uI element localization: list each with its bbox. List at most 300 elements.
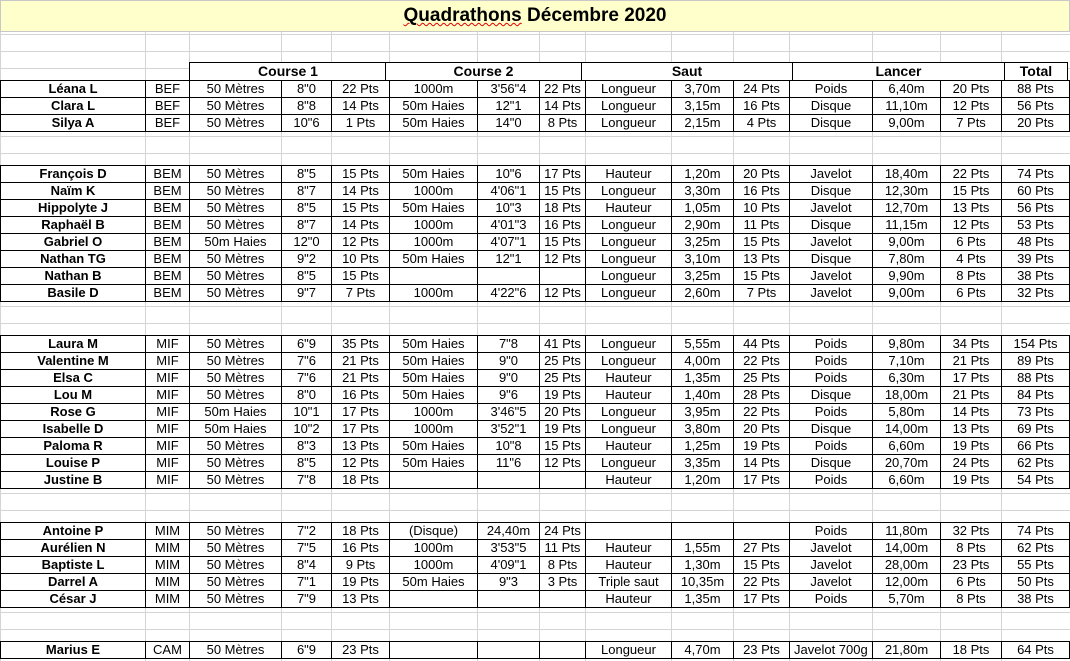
perf-2-cell[interactable]: 12"1 [478,251,540,268]
event-2-cell[interactable]: 50m Haies [390,387,478,404]
category-cell[interactable]: MIM [146,557,190,574]
event-1-cell[interactable]: 50 Mètres [190,285,282,302]
pts-2-cell[interactable]: 19 Pts [540,421,586,438]
throw-pts-cell[interactable]: 8 Pts [941,540,1002,557]
throw-event-cell[interactable]: Poids [790,336,873,353]
throw-pts-cell[interactable]: 13 Pts [941,421,1002,438]
event-2-cell[interactable]: 1000m [390,81,478,98]
jump-event-cell[interactable]: Hauteur [586,370,672,387]
event-1-cell[interactable]: 50 Mètres [190,217,282,234]
jump-event-cell[interactable]: Hauteur [586,200,672,217]
event-1-cell[interactable]: 50 Mètres [190,438,282,455]
throw-event-cell[interactable]: Javelot [790,285,873,302]
event-2-cell[interactable]: 1000m [390,540,478,557]
perf-2-cell[interactable] [478,642,540,659]
throw-perf-cell[interactable]: 18,00m [873,387,941,404]
pts-1-cell[interactable]: 21 Pts [332,353,390,370]
pts-1-cell[interactable]: 15 Pts [332,200,390,217]
athlete-name-cell[interactable]: Darrel A [1,574,146,591]
jump-pts-cell[interactable]: 28 Pts [734,387,790,404]
throw-perf-cell[interactable]: 11,80m [873,523,941,540]
throw-pts-cell[interactable]: 14 Pts [941,404,1002,421]
throw-perf-cell[interactable]: 28,00m [873,557,941,574]
jump-pts-cell[interactable]: 23 Pts [734,642,790,659]
pts-2-cell[interactable]: 25 Pts [540,370,586,387]
throw-pts-cell[interactable]: 23 Pts [941,557,1002,574]
perf-2-cell[interactable]: 10"6 [478,166,540,183]
throw-perf-cell[interactable]: 5,70m [873,591,941,608]
event-1-cell[interactable]: 50 Mètres [190,81,282,98]
category-cell[interactable]: MIM [146,591,190,608]
jump-perf-cell[interactable]: 1,40m [672,387,734,404]
throw-perf-cell[interactable]: 11,15m [873,217,941,234]
athlete-name-cell[interactable]: Hippolyte J [1,200,146,217]
throw-event-cell[interactable]: Poids [790,472,873,489]
pts-2-cell[interactable]: 25 Pts [540,353,586,370]
jump-event-cell[interactable]: Longueur [586,421,672,438]
throw-perf-cell[interactable]: 20,70m [873,455,941,472]
throw-pts-cell[interactable]: 24 Pts [941,455,1002,472]
pts-2-cell[interactable]: 12 Pts [540,455,586,472]
athlete-name-cell[interactable]: Elsa C [1,370,146,387]
jump-perf-cell[interactable]: 1,20m [672,166,734,183]
jump-perf-cell[interactable]: 3,70m [672,81,734,98]
event-2-cell[interactable]: 1000m [390,404,478,421]
event-2-cell[interactable]: 1000m [390,285,478,302]
jump-pts-cell[interactable]: 22 Pts [734,574,790,591]
throw-pts-cell[interactable]: 12 Pts [941,217,1002,234]
throw-perf-cell[interactable]: 9,00m [873,115,941,132]
perf-1-cell[interactable]: 8"5 [282,268,332,285]
jump-pts-cell[interactable]: 11 Pts [734,217,790,234]
pts-1-cell[interactable]: 15 Pts [332,268,390,285]
header-total[interactable]: Total [1004,62,1068,81]
jump-event-cell[interactable]: Longueur [586,353,672,370]
jump-pts-cell[interactable]: 15 Pts [734,234,790,251]
perf-2-cell[interactable]: 4'01"3 [478,217,540,234]
throw-perf-cell[interactable]: 21,80m [873,642,941,659]
throw-pts-cell[interactable]: 19 Pts [941,438,1002,455]
jump-pts-cell[interactable]: 20 Pts [734,166,790,183]
throw-event-cell[interactable]: Disque [790,455,873,472]
athlete-name-cell[interactable]: Raphaël B [1,217,146,234]
jump-event-cell[interactable]: Longueur [586,217,672,234]
perf-1-cell[interactable]: 8"3 [282,438,332,455]
header-course1[interactable]: Course 1 [189,62,386,81]
pts-1-cell[interactable]: 10 Pts [332,251,390,268]
pts-1-cell[interactable]: 13 Pts [332,591,390,608]
jump-event-cell[interactable]: Longueur [586,268,672,285]
jump-pts-cell[interactable] [734,523,790,540]
athlete-name-cell[interactable]: Justine B [1,472,146,489]
throw-event-cell[interactable]: Disque [790,421,873,438]
perf-2-cell[interactable]: 11"6 [478,455,540,472]
event-2-cell[interactable]: 50m Haies [390,574,478,591]
event-2-cell[interactable] [390,642,478,659]
jump-pts-cell[interactable]: 16 Pts [734,98,790,115]
jump-perf-cell[interactable]: 2,15m [672,115,734,132]
event-1-cell[interactable]: 50 Mètres [190,353,282,370]
jump-event-cell[interactable]: Hauteur [586,166,672,183]
perf-1-cell[interactable]: 8"5 [282,166,332,183]
jump-pts-cell[interactable]: 15 Pts [734,268,790,285]
event-1-cell[interactable]: 50 Mètres [190,455,282,472]
jump-event-cell[interactable]: Longueur [586,404,672,421]
perf-1-cell[interactable]: 8"7 [282,183,332,200]
event-2-cell[interactable]: 1000m [390,217,478,234]
throw-perf-cell[interactable]: 9,80m [873,336,941,353]
perf-1-cell[interactable]: 9"2 [282,251,332,268]
throw-pts-cell[interactable]: 12 Pts [941,98,1002,115]
athlete-name-cell[interactable]: Aurélien N [1,540,146,557]
jump-pts-cell[interactable]: 16 Pts [734,183,790,200]
header-course2[interactable]: Course 2 [385,62,581,81]
category-cell[interactable]: MIF [146,353,190,370]
total-pts-cell[interactable]: 54 Pts [1002,472,1070,489]
jump-perf-cell[interactable]: 3,80m [672,421,734,438]
perf-1-cell[interactable]: 8"0 [282,81,332,98]
pts-1-cell[interactable]: 22 Pts [332,81,390,98]
jump-perf-cell[interactable]: 1,25m [672,438,734,455]
throw-pts-cell[interactable]: 32 Pts [941,523,1002,540]
pts-2-cell[interactable] [540,472,586,489]
throw-perf-cell[interactable]: 5,80m [873,404,941,421]
total-pts-cell[interactable]: 66 Pts [1002,438,1070,455]
category-cell[interactable]: MIM [146,574,190,591]
jump-perf-cell[interactable]: 1,05m [672,200,734,217]
jump-event-cell[interactable]: Longueur [586,81,672,98]
pts-2-cell[interactable]: 15 Pts [540,183,586,200]
pts-1-cell[interactable]: 14 Pts [332,183,390,200]
jump-pts-cell[interactable]: 20 Pts [734,421,790,438]
perf-2-cell[interactable]: 3'56"4 [478,81,540,98]
athlete-name-cell[interactable]: Nathan B [1,268,146,285]
event-2-cell[interactable] [390,591,478,608]
throw-event-cell[interactable]: Javelot [790,574,873,591]
athlete-name-cell[interactable]: Gabriel O [1,234,146,251]
total-pts-cell[interactable]: 53 Pts [1002,217,1070,234]
perf-1-cell[interactable]: 7"9 [282,591,332,608]
perf-1-cell[interactable]: 8"4 [282,557,332,574]
jump-pts-cell[interactable]: 24 Pts [734,81,790,98]
event-2-cell[interactable] [390,268,478,285]
perf-2-cell[interactable]: 14"0 [478,115,540,132]
perf-2-cell[interactable]: 10"3 [478,200,540,217]
event-2-cell[interactable]: 50m Haies [390,115,478,132]
jump-event-cell[interactable]: Longueur [586,115,672,132]
jump-perf-cell[interactable]: 1,55m [672,540,734,557]
category-cell[interactable]: MIF [146,421,190,438]
pts-2-cell[interactable]: 20 Pts [540,404,586,421]
athlete-name-cell[interactable]: Marius E [1,642,146,659]
throw-event-cell[interactable]: Poids [790,404,873,421]
jump-event-cell[interactable]: Hauteur [586,472,672,489]
perf-2-cell[interactable]: 9"3 [478,574,540,591]
jump-pts-cell[interactable]: 14 Pts [734,455,790,472]
jump-perf-cell[interactable]: 3,25m [672,234,734,251]
jump-perf-cell[interactable]: 4,00m [672,353,734,370]
pts-1-cell[interactable]: 18 Pts [332,523,390,540]
category-cell[interactable]: BEM [146,183,190,200]
total-pts-cell[interactable]: 38 Pts [1002,268,1070,285]
throw-event-cell[interactable]: Poids [790,438,873,455]
event-2-cell[interactable]: 50m Haies [390,336,478,353]
perf-1-cell[interactable]: 6"9 [282,336,332,353]
athlete-name-cell[interactable]: Laura M [1,336,146,353]
throw-perf-cell[interactable]: 9,00m [873,285,941,302]
throw-pts-cell[interactable]: 21 Pts [941,353,1002,370]
jump-event-cell[interactable]: Hauteur [586,557,672,574]
throw-event-cell[interactable]: Poids [790,81,873,98]
perf-2-cell[interactable]: 24,40m [478,523,540,540]
jump-pts-cell[interactable]: 17 Pts [734,472,790,489]
athlete-name-cell[interactable]: Naïm K [1,183,146,200]
event-1-cell[interactable]: 50 Mètres [190,166,282,183]
total-pts-cell[interactable]: 74 Pts [1002,523,1070,540]
throw-event-cell[interactable]: Javelot [790,268,873,285]
total-pts-cell[interactable]: 84 Pts [1002,387,1070,404]
pts-1-cell[interactable]: 15 Pts [332,166,390,183]
perf-1-cell[interactable]: 7"6 [282,353,332,370]
jump-event-cell[interactable]: Hauteur [586,540,672,557]
jump-pts-cell[interactable]: 4 Pts [734,115,790,132]
perf-2-cell[interactable]: 4'09"1 [478,557,540,574]
pts-1-cell[interactable]: 12 Pts [332,234,390,251]
throw-pts-cell[interactable]: 22 Pts [941,166,1002,183]
pts-1-cell[interactable]: 14 Pts [332,98,390,115]
throw-event-cell[interactable]: Javelot [790,200,873,217]
event-2-cell[interactable]: 50m Haies [390,353,478,370]
jump-perf-cell[interactable]: 4,70m [672,642,734,659]
pts-2-cell[interactable]: 24 Pts [540,523,586,540]
total-pts-cell[interactable]: 60 Pts [1002,183,1070,200]
pts-2-cell[interactable]: 8 Pts [540,115,586,132]
event-2-cell[interactable] [390,472,478,489]
perf-2-cell[interactable]: 3'52"1 [478,421,540,438]
total-pts-cell[interactable]: 56 Pts [1002,98,1070,115]
pts-2-cell[interactable]: 19 Pts [540,387,586,404]
throw-perf-cell[interactable]: 18,40m [873,166,941,183]
total-pts-cell[interactable]: 62 Pts [1002,540,1070,557]
category-cell[interactable]: BEM [146,285,190,302]
jump-perf-cell[interactable]: 3,15m [672,98,734,115]
event-2-cell[interactable]: (Disque) [390,523,478,540]
jump-event-cell[interactable]: Longueur [586,285,672,302]
category-cell[interactable]: BEM [146,166,190,183]
jump-perf-cell[interactable]: 3,95m [672,404,734,421]
event-1-cell[interactable]: 50 Mètres [190,523,282,540]
throw-perf-cell[interactable]: 9,00m [873,234,941,251]
category-cell[interactable]: BEM [146,200,190,217]
total-pts-cell[interactable]: 39 Pts [1002,251,1070,268]
pts-2-cell[interactable]: 16 Pts [540,217,586,234]
perf-1-cell[interactable]: 7"8 [282,472,332,489]
perf-2-cell[interactable]: 10"8 [478,438,540,455]
perf-2-cell[interactable]: 9"6 [478,387,540,404]
jump-pts-cell[interactable]: 27 Pts [734,540,790,557]
throw-perf-cell[interactable]: 14,00m [873,540,941,557]
jump-perf-cell[interactable]: 1,35m [672,591,734,608]
throw-pts-cell[interactable]: 8 Pts [941,268,1002,285]
throw-event-cell[interactable]: Poids [790,370,873,387]
pts-2-cell[interactable]: 17 Pts [540,166,586,183]
total-pts-cell[interactable]: 154 Pts [1002,336,1070,353]
event-1-cell[interactable]: 50 Mètres [190,387,282,404]
jump-perf-cell[interactable]: 5,55m [672,336,734,353]
throw-perf-cell[interactable]: 11,10m [873,98,941,115]
athlete-name-cell[interactable]: François D [1,166,146,183]
event-1-cell[interactable]: 50 Mètres [190,98,282,115]
category-cell[interactable]: BEM [146,217,190,234]
jump-perf-cell[interactable] [672,523,734,540]
perf-1-cell[interactable]: 12"0 [282,234,332,251]
throw-perf-cell[interactable]: 12,00m [873,574,941,591]
perf-1-cell[interactable]: 7"5 [282,540,332,557]
pts-2-cell[interactable] [540,591,586,608]
header-lancer[interactable]: Lancer [792,62,1004,81]
total-pts-cell[interactable]: 55 Pts [1002,557,1070,574]
jump-pts-cell[interactable]: 10 Pts [734,200,790,217]
total-pts-cell[interactable]: 32 Pts [1002,285,1070,302]
pts-2-cell[interactable]: 15 Pts [540,438,586,455]
perf-2-cell[interactable]: 9"0 [478,370,540,387]
throw-pts-cell[interactable]: 7 Pts [941,115,1002,132]
perf-2-cell[interactable]: 12"1 [478,98,540,115]
category-cell[interactable]: MIF [146,387,190,404]
jump-perf-cell[interactable]: 3,10m [672,251,734,268]
total-pts-cell[interactable]: 20 Pts [1002,115,1070,132]
event-2-cell[interactable]: 50m Haies [390,438,478,455]
perf-1-cell[interactable]: 6"9 [282,642,332,659]
jump-perf-cell[interactable]: 1,30m [672,557,734,574]
event-1-cell[interactable]: 50 Mètres [190,115,282,132]
total-pts-cell[interactable]: 38 Pts [1002,591,1070,608]
jump-event-cell[interactable]: Longueur [586,183,672,200]
jump-perf-cell[interactable]: 1,35m [672,370,734,387]
throw-pts-cell[interactable]: 34 Pts [941,336,1002,353]
event-2-cell[interactable]: 50m Haies [390,370,478,387]
event-2-cell[interactable]: 50m Haies [390,98,478,115]
perf-2-cell[interactable]: 4'22"6 [478,285,540,302]
jump-pts-cell[interactable]: 22 Pts [734,404,790,421]
throw-perf-cell[interactable]: 6,60m [873,438,941,455]
pts-1-cell[interactable]: 9 Pts [332,557,390,574]
athlete-name-cell[interactable]: Valentine M [1,353,146,370]
throw-perf-cell[interactable]: 6,60m [873,472,941,489]
perf-2-cell[interactable] [478,268,540,285]
perf-1-cell[interactable]: 7"6 [282,370,332,387]
perf-2-cell[interactable] [478,591,540,608]
jump-event-cell[interactable]: Longueur [586,642,672,659]
throw-pts-cell[interactable]: 6 Pts [941,234,1002,251]
pts-2-cell[interactable]: 41 Pts [540,336,586,353]
pts-1-cell[interactable]: 1 Pts [332,115,390,132]
throw-perf-cell[interactable]: 6,30m [873,370,941,387]
perf-1-cell[interactable]: 8"7 [282,217,332,234]
event-1-cell[interactable]: 50 Mètres [190,183,282,200]
jump-event-cell[interactable]: Longueur [586,336,672,353]
category-cell[interactable]: BEM [146,234,190,251]
sheet-title[interactable] [0,0,1070,32]
jump-perf-cell[interactable]: 3,30m [672,183,734,200]
throw-pts-cell[interactable]: 13 Pts [941,200,1002,217]
throw-perf-cell[interactable]: 6,40m [873,81,941,98]
throw-event-cell[interactable]: Disque [790,251,873,268]
category-cell[interactable]: CAM [146,642,190,659]
jump-event-cell[interactable]: Triple saut [586,574,672,591]
jump-pts-cell[interactable]: 22 Pts [734,353,790,370]
category-cell[interactable]: BEM [146,268,190,285]
event-2-cell[interactable]: 50m Haies [390,166,478,183]
athlete-name-cell[interactable]: Antoine P [1,523,146,540]
throw-event-cell[interactable]: Disque [790,217,873,234]
total-pts-cell[interactable]: 73 Pts [1002,404,1070,421]
event-1-cell[interactable]: 50 Mètres [190,268,282,285]
total-pts-cell[interactable]: 64 Pts [1002,642,1070,659]
throw-perf-cell[interactable]: 9,90m [873,268,941,285]
throw-pts-cell[interactable]: 4 Pts [941,251,1002,268]
jump-pts-cell[interactable]: 15 Pts [734,557,790,574]
jump-event-cell[interactable]: Longueur [586,251,672,268]
jump-pts-cell[interactable]: 44 Pts [734,336,790,353]
throw-perf-cell[interactable]: 7,80m [873,251,941,268]
event-2-cell[interactable]: 50m Haies [390,455,478,472]
jump-perf-cell[interactable]: 2,90m [672,217,734,234]
jump-event-cell[interactable]: Hauteur [586,387,672,404]
total-pts-cell[interactable]: 48 Pts [1002,234,1070,251]
pts-1-cell[interactable]: 21 Pts [332,370,390,387]
jump-event-cell[interactable]: Longueur [586,234,672,251]
event-2-cell[interactable]: 1000m [390,234,478,251]
pts-2-cell[interactable]: 11 Pts [540,540,586,557]
jump-event-cell[interactable]: Hauteur [586,438,672,455]
throw-event-cell[interactable]: Poids [790,523,873,540]
event-2-cell[interactable]: 50m Haies [390,200,478,217]
perf-2-cell[interactable] [478,472,540,489]
pts-1-cell[interactable]: 16 Pts [332,540,390,557]
jump-pts-cell[interactable]: 19 Pts [734,438,790,455]
total-pts-cell[interactable]: 62 Pts [1002,455,1070,472]
throw-perf-cell[interactable]: 14,00m [873,421,941,438]
throw-event-cell[interactable]: Javelot [790,166,873,183]
throw-event-cell[interactable]: Disque [790,387,873,404]
jump-pts-cell[interactable]: 17 Pts [734,591,790,608]
perf-1-cell[interactable]: 8"8 [282,98,332,115]
total-pts-cell[interactable]: 74 Pts [1002,166,1070,183]
throw-pts-cell[interactable]: 20 Pts [941,81,1002,98]
event-2-cell[interactable]: 50m Haies [390,251,478,268]
throw-pts-cell[interactable]: 17 Pts [941,370,1002,387]
event-1-cell[interactable]: 50 Mètres [190,472,282,489]
pts-1-cell[interactable]: 23 Pts [332,642,390,659]
pts-1-cell[interactable]: 35 Pts [332,336,390,353]
jump-perf-cell[interactable]: 1,20m [672,472,734,489]
pts-1-cell[interactable]: 18 Pts [332,472,390,489]
perf-1-cell[interactable]: 9"7 [282,285,332,302]
jump-pts-cell[interactable]: 7 Pts [734,285,790,302]
perf-1-cell[interactable]: 10"6 [282,115,332,132]
pts-2-cell[interactable]: 12 Pts [540,285,586,302]
throw-event-cell[interactable]: Javelot [790,234,873,251]
perf-1-cell[interactable]: 7"1 [282,574,332,591]
pts-1-cell[interactable]: 17 Pts [332,404,390,421]
perf-1-cell[interactable]: 7"2 [282,523,332,540]
athlete-name-cell[interactable]: Nathan TG [1,251,146,268]
event-1-cell[interactable]: 50 Mètres [190,591,282,608]
throw-event-cell[interactable]: Disque [790,115,873,132]
event-2-cell[interactable]: 1000m [390,421,478,438]
pts-2-cell[interactable] [540,642,586,659]
